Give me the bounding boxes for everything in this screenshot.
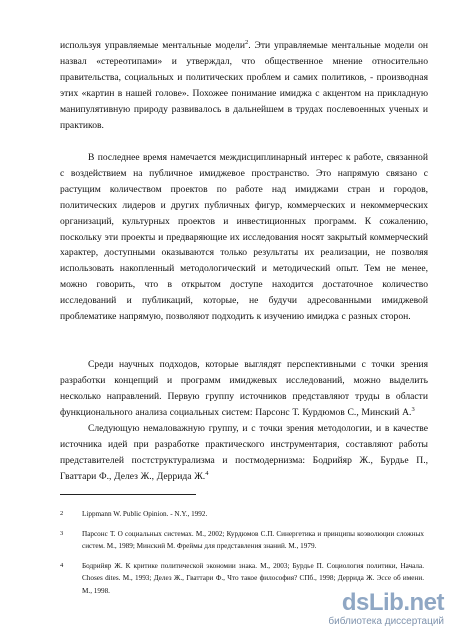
paragraph-2-text: В последнее время намечается междисциплинарный интерес к работе, связанной с воздействием на публичное имиджевое пространство. Это напрямую связано с растущим количеством проектов по работе над имиджами стран и городов, политических лидеров и других публичных фигур, коммерческих и некоммерческих организаций, культурных проектов и инвестиционных программ. К сожалению, поскольку эти проекты и предваряющие их исследования носят закрытый коммерческий характер, доступными оказываются только результаты их реализации, не позволяя использовать накопленный методологический и методический опыт. Тем не менее, можно говорить, что в открытом доступе находится достаточное количество исследований и публикаций, которые, не будучи адресованными имиджевой проблематике напрямую, позволяют подходить к изучению имиджа с разных сторон. xyxy=(60,152,428,323)
footnote-3 xyxy=(60,528,428,553)
paragraph-3 xyxy=(60,357,428,421)
watermark xyxy=(294,591,444,635)
footnote-ref-2[interactable]: 2 xyxy=(244,38,249,46)
paragraph-4 xyxy=(60,421,428,485)
footnote-2 xyxy=(60,508,428,520)
paragraph-1-text: используя управляемые ментальные модели xyxy=(60,40,245,51)
footnote-number: 4 xyxy=(60,562,64,569)
footnote-text: Бодрийяр Ж. К критике политической экономии знака. М., 2003; Бурдье П. Социология политики, Начала. Choses dites. М., 1993; Делез Ж., Гваттари Ф., Что такое философия? СПб., 1998; Деррида Ж. Эссе об имени. М., 1998. xyxy=(82,562,424,595)
paragraph-1-rest: . Эти управляемые ментальные модели он назвал «стереотипами» и утверждал, что общественное мнение относительно правительства, социальных и политических проблем и самих политиков, - производная этих «картин в нашей голове». Похожее понимание имиджа с акцентом на прикладную манипулятивную природу развивалось в дальнейшем в трудах послевоенных ученых и практиков. xyxy=(60,40,429,131)
paragraph-2 xyxy=(60,150,428,325)
watermark-logo: dsLib.net xyxy=(341,589,444,616)
paragraph-1 xyxy=(60,38,428,133)
paragraph-4-text: Следующую немаловажную группу, и с точки зрения методологии, и в качестве источника идей при разработке практического инструментария, составляют работы представителей постструктурализма и постмодернизма: Бодрийяр Ж., Бурдье П., Гваттари Ф., Делез Ж., Деррида Ж. xyxy=(60,423,428,482)
footnote-ref-3[interactable]: 3 xyxy=(411,405,415,413)
watermark-subtitle: библиотека диссертаций xyxy=(328,616,444,627)
footnote-text: Парсонс Т. О социальных системах. М., 2002; Курдюмов С.П. Синергетика и принципы коэволюции сложных систем. М., 1989; Минский М. Фреймы для представления знаний. М., 1979. xyxy=(82,530,424,551)
footnote-text: Lippmann W. Public Opinion. - N.Y., 1992. xyxy=(82,510,208,518)
footnote-number: 2 xyxy=(60,510,64,517)
paragraph-3-text: Среди научных подходов, которые выглядят перспективными с точки зрения разработки концепций и программ имиджевых исследований, можно выделить несколько направлений. Первую группу источников представляют труды в области функционального анализа социальных систем: Парсонс Т. Курдюмов С., Минский А. xyxy=(60,359,428,418)
footnote-number: 3 xyxy=(60,530,64,537)
footnote-separator xyxy=(60,494,196,495)
footnote-ref-4[interactable]: 4 xyxy=(205,469,209,477)
